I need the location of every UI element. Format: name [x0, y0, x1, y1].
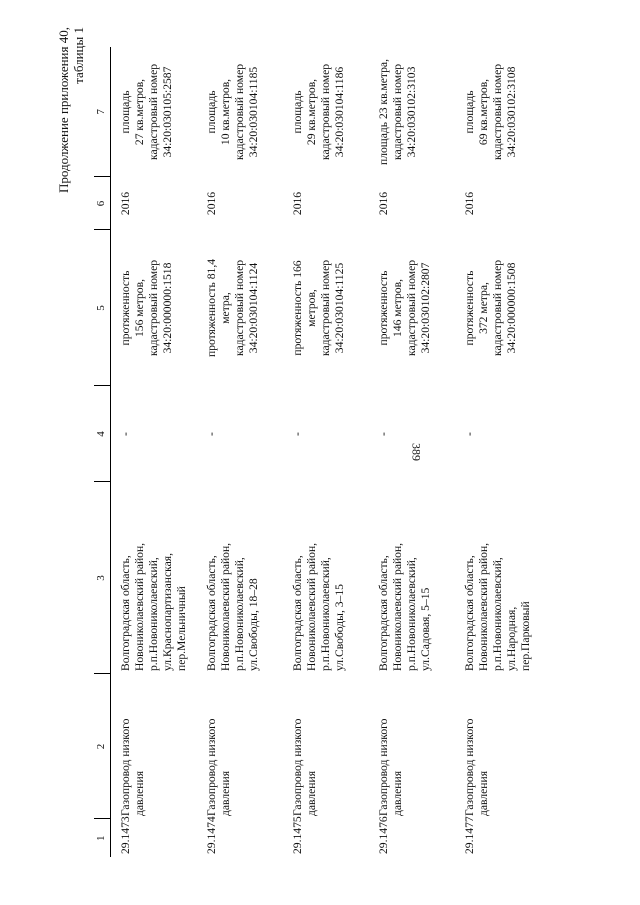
row-number: 29.1477 [463, 816, 476, 854]
column-header: 6 [94, 177, 111, 230]
cell-line: Новониколаевский район, [218, 542, 232, 671]
cell-line: Газопровод низкого [205, 718, 218, 816]
cell-line: кадастровый номер [318, 259, 332, 357]
object-length [369, 230, 455, 386]
cell-line: Новониколаевский район, [476, 542, 490, 671]
object-area [369, 47, 455, 177]
cell-line: ул.Свободы, 3–15 [332, 584, 346, 671]
cell-line: метров, [304, 289, 318, 327]
cell-line: давления [218, 770, 232, 816]
cell-line: 34:20:030104:1125 [332, 262, 346, 354]
cell-line: 34:20:030104:1186 [332, 66, 346, 158]
cell-line: давления [476, 770, 490, 816]
column-header: 1 [94, 819, 111, 857]
object-length [455, 230, 541, 386]
cell-line: кадастровый номер [232, 259, 246, 357]
object-name [197, 674, 283, 819]
object-address [111, 482, 198, 674]
row-number: 29.1476 [377, 816, 390, 854]
object-name [455, 674, 541, 819]
cell-line: кадастровый номер [490, 259, 504, 357]
object-length [283, 230, 369, 386]
cell-line: Газопровод низкого [463, 718, 476, 816]
cell-line: пер.Мельничный [174, 586, 188, 671]
cell-line: метра, [218, 292, 232, 324]
cell-line: 34:20:030102:2807 [418, 262, 432, 354]
cell-line: 34:20:030102:3108 [504, 66, 518, 158]
cell-line: кадастровый номер [146, 259, 160, 357]
row-number: 29.1473 [119, 816, 132, 854]
cell-line: кадастровый номер [146, 63, 160, 161]
cell-line: 29 кв.метров, [304, 78, 318, 146]
object-area [197, 47, 283, 177]
cell-line: кадастровый номер [390, 63, 404, 161]
column-header: 3 [94, 482, 111, 674]
cell-line: ул.Народная, [504, 606, 518, 671]
cell-line: 10 кв.метров, [218, 78, 232, 146]
column-4-value: - [119, 432, 132, 436]
column-header: 5 [94, 230, 111, 386]
cell-line: ул.Садовая, 5–15 [418, 587, 432, 671]
table-body [111, 47, 542, 857]
object-address [455, 482, 541, 674]
object-area [455, 47, 541, 177]
cell-line: кадастровый номер [490, 63, 504, 161]
cell-line: Волгоградская область, [119, 555, 132, 671]
table-row [369, 47, 455, 857]
object-name [111, 674, 198, 819]
cell-line: протяженность 166 [291, 260, 304, 356]
cell-line: Волгоградская область, [377, 555, 390, 671]
cell-line: р.п.Новониколаевский, [232, 557, 246, 671]
property-table [94, 47, 541, 857]
cell-line: 372 метра, [476, 282, 490, 334]
object-name [369, 674, 455, 819]
cell-line: 146 метров, [390, 279, 404, 337]
row-number: 29.1475 [291, 816, 304, 854]
cell-line: Волгоградская область, [291, 555, 304, 671]
year-value: 2016 [291, 191, 304, 216]
cell-line: площадь 23 кв.метра, [377, 59, 390, 165]
cell-line: р.п.Новониколаевский, [318, 557, 332, 671]
cell-line: Газопровод низкого [377, 718, 390, 816]
cell-line: пер.Парковый [518, 601, 532, 671]
year-value: 2016 [205, 191, 218, 216]
cell-line: протяженность [119, 270, 132, 346]
cell-line: давления [132, 770, 146, 816]
cell-line: 34:20:030104:1185 [246, 66, 260, 158]
object-address [197, 482, 283, 674]
cell-line: Новониколаевский район, [390, 542, 404, 671]
cell-line: Волгоградская область, [205, 555, 218, 671]
object-address [283, 482, 369, 674]
cell-line: площадь [119, 90, 132, 134]
cell-line: ул.Краснопартизанская, [160, 553, 174, 671]
cell-line: 34:20:030104:1124 [246, 262, 260, 354]
cell-line: кадастровый номер [318, 63, 332, 161]
column-number-row [94, 47, 111, 857]
continuation-header [56, 27, 86, 232]
cell-line: протяженность [377, 270, 390, 346]
page-number: 389 [409, 443, 424, 461]
rotated-table-container [94, 47, 548, 857]
cell-line: кадастровый номер [232, 63, 246, 161]
cell-line: 34:20:000000:1508 [504, 262, 518, 354]
cell-line: Волгоградская область, [463, 555, 476, 671]
year-value: 2016 [463, 191, 476, 216]
cell-line: протяженность [463, 270, 476, 346]
row-number: 29.1474 [205, 816, 218, 854]
table-row [455, 47, 541, 857]
object-area [111, 47, 198, 177]
column-header: 2 [94, 674, 111, 819]
year-value: 2016 [377, 191, 390, 216]
cell-line: Газопровод низкого [291, 718, 304, 816]
cell-line: Газопровод низкого [119, 718, 132, 816]
cell-line: р.п.Новониколаевский, [490, 557, 504, 671]
cell-line: 34:20:030105:2587 [160, 66, 174, 158]
cell-line: 27 кв.метров, [132, 78, 146, 146]
table-row [283, 47, 369, 857]
object-address [369, 482, 455, 674]
cell-line: давления [304, 770, 318, 816]
cell-line: площадь [463, 90, 476, 134]
cell-line: Новониколаевский район, [304, 542, 318, 671]
cell-line: 156 метров, [132, 279, 146, 337]
cell-line: Новониколаевский район, [132, 542, 146, 671]
object-area [283, 47, 369, 177]
column-4-value: - [291, 432, 304, 436]
cell-line: протяженность 81,4 [205, 258, 218, 358]
cell-line: р.п.Новониколаевский, [146, 557, 160, 671]
object-length [111, 230, 198, 386]
cell-line: 69 кв.метров, [476, 78, 490, 146]
column-4-value: - [377, 432, 390, 436]
object-name [283, 674, 369, 819]
cell-line: 34:20:030102:3103 [404, 66, 418, 158]
object-length [197, 230, 283, 386]
header-line-1: Продолжение приложения 40, [56, 27, 71, 194]
cell-line: ул.Свободы, 18–28 [246, 578, 260, 671]
column-header: 4 [94, 386, 111, 482]
cell-line: 34:20:000000:1518 [160, 262, 174, 354]
column-4-value: - [463, 432, 476, 436]
cell-line: давления [390, 770, 404, 816]
cell-line: площадь [291, 90, 304, 134]
cell-line: площадь [205, 90, 218, 134]
year-value: 2016 [119, 191, 132, 216]
table-row [197, 47, 283, 857]
cell-line: кадастровый номер [404, 259, 418, 357]
cell-line: р.п.Новониколаевский, [404, 557, 418, 671]
table-row [111, 47, 198, 857]
column-4-value: - [205, 432, 218, 436]
header-line-2: таблицы 1 [71, 27, 86, 84]
column-header: 7 [94, 47, 111, 177]
